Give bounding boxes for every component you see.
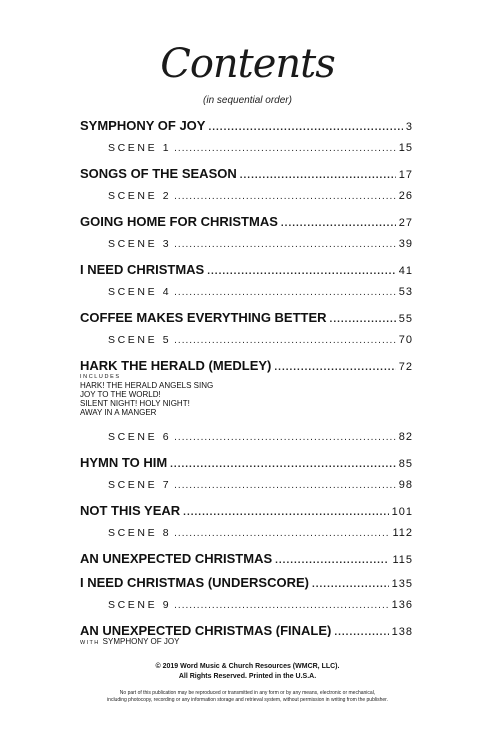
toc-song-entry [80,551,413,575]
dot-leader [174,480,396,491]
dot-leader [275,555,389,566]
rights-line: All Rights Reserved. Printed in the U.S.A. [178,673,317,680]
toc-entry-page: 55 [398,313,413,325]
dot-leader [334,627,388,637]
toc-entry-label: SCENE 8 [108,527,172,539]
toc-entry-label: I NEED CHRISTMAS (UNDERSCORE) [80,575,309,590]
dot-leader [330,314,396,325]
dot-leader [207,266,396,277]
dot-leader [281,218,396,229]
toc-song-entry [80,310,413,334]
toc-entry-page: 85 [398,458,413,470]
toc-entry-page: 17 [398,169,413,181]
toc-entry-page: 101 [391,506,413,518]
copyright-block [0,662,495,682]
dot-leader [174,239,396,250]
included-song: JOY TO THE WORLD! [80,390,161,399]
toc-scene-entry [80,334,413,358]
toc-entry-label: AN UNEXPECTED CHRISTMAS [80,551,273,566]
toc-entry-label: SCENE 5 [108,334,172,346]
included-song: SILENT NIGHT! HOLY NIGHT! [80,399,190,408]
toc-entry-label: SCENE 6 [108,431,172,443]
legal-notice [0,690,495,704]
toc-entry-page: 82 [398,431,413,443]
toc-entry-label: COFFEE MAKES EVERYTHING BETTER [80,310,327,325]
with-label: WITH [80,640,100,646]
toc-entry-label: GOING HOME FOR CHRISTMAS [80,214,278,229]
legal-line-1: No part of this publication may be reproduced or transmitted in any form or by any means, electronic or mechanical, [119,690,376,696]
toc-entry-label: SCENE 3 [108,238,172,250]
toc-song-entry [80,503,413,527]
dot-leader [170,459,396,470]
toc-entry-label: SCENE 1 [108,142,172,154]
legal-line-2: including photocopy, recording or any information storage and retrieval system, without permission in writing from the publisher. [107,697,388,703]
toc-entry-page: 15 [398,142,413,154]
toc-entry-page: 3 [405,121,413,133]
toc-song-entry [80,623,413,637]
toc-entry-page: 112 [392,527,413,539]
toc-entry-label: SCENE 9 [108,599,172,611]
dot-leader [174,143,396,154]
toc-entry-label: SCENE 2 [108,190,172,202]
toc-song-entry [80,455,413,479]
with-note [80,637,413,648]
copyright-line: © 2019 Word Music & Church Resources (WMCR, LLC). [155,663,340,670]
table-of-contents [80,118,413,648]
toc-scene-entry [80,431,413,455]
toc-scene-entry [80,142,413,166]
toc-entry-label: SCENE 4 [108,286,172,298]
spacer [80,417,413,431]
dot-leader [174,287,396,298]
toc-entry-label: NOT THIS YEAR [80,503,181,518]
toc-entry-page: 115 [392,554,413,566]
toc-entry-page: 39 [398,238,413,250]
toc-entry-page: 26 [398,190,413,202]
page-title: Contents [160,41,335,87]
toc-entry-label: HYMN TO HIM [80,455,168,470]
dot-leader [274,362,395,373]
dot-leader [240,170,396,181]
toc-song-entry [80,118,413,142]
toc-entry-page: 72 [398,361,413,373]
dot-leader [208,122,402,133]
dot-leader [174,191,396,202]
dot-leader [174,528,389,539]
toc-song-entry [80,262,413,286]
toc-song-entry [80,214,413,238]
toc-entry-page: 98 [398,479,413,491]
toc-entry-page: 27 [398,217,413,229]
with-song: SYMPHONY OF JOY [102,637,180,646]
toc-entry-label: SYMPHONY OF JOY [80,118,206,133]
toc-entry-page: 70 [398,334,413,346]
toc-entry-label: SCENE 7 [108,479,172,491]
toc-entry-label: I NEED CHRISTMAS [80,262,205,277]
toc-song-entry [80,358,413,374]
toc-scene-entry [80,479,413,503]
toc-scene-entry [80,599,413,623]
toc-scene-entry [80,190,413,214]
toc-entry-label: HARK THE HERALD (MEDLEY) [80,358,272,373]
toc-entry-page: 53 [398,286,413,298]
toc-entry-page: 136 [391,599,413,611]
toc-entry-label: SONGS OF THE SEASON [80,166,237,181]
dot-leader [174,432,396,443]
dot-leader [174,600,389,611]
toc-scene-entry [80,286,413,310]
toc-entry-page: 41 [398,265,413,277]
toc-song-entry [80,575,413,599]
toc-scene-entry [80,527,413,551]
toc-entry-label: AN UNEXPECTED CHRISTMAS (FINALE) [80,623,332,637]
toc-scene-entry [80,238,413,262]
dot-leader [174,335,396,346]
toc-entry-page: 135 [391,578,413,590]
included-song: AWAY IN A MANGER [80,408,157,417]
toc-song-entry [80,166,413,190]
dot-leader [312,579,389,590]
dot-leader [183,507,388,518]
page-subtitle: (in sequential order) [203,95,292,106]
toc-entry-page: 138 [391,626,413,637]
included-song: HARK! THE HERALD ANGELS SING [80,381,214,390]
includes-label: INCLUDES [80,374,121,380]
